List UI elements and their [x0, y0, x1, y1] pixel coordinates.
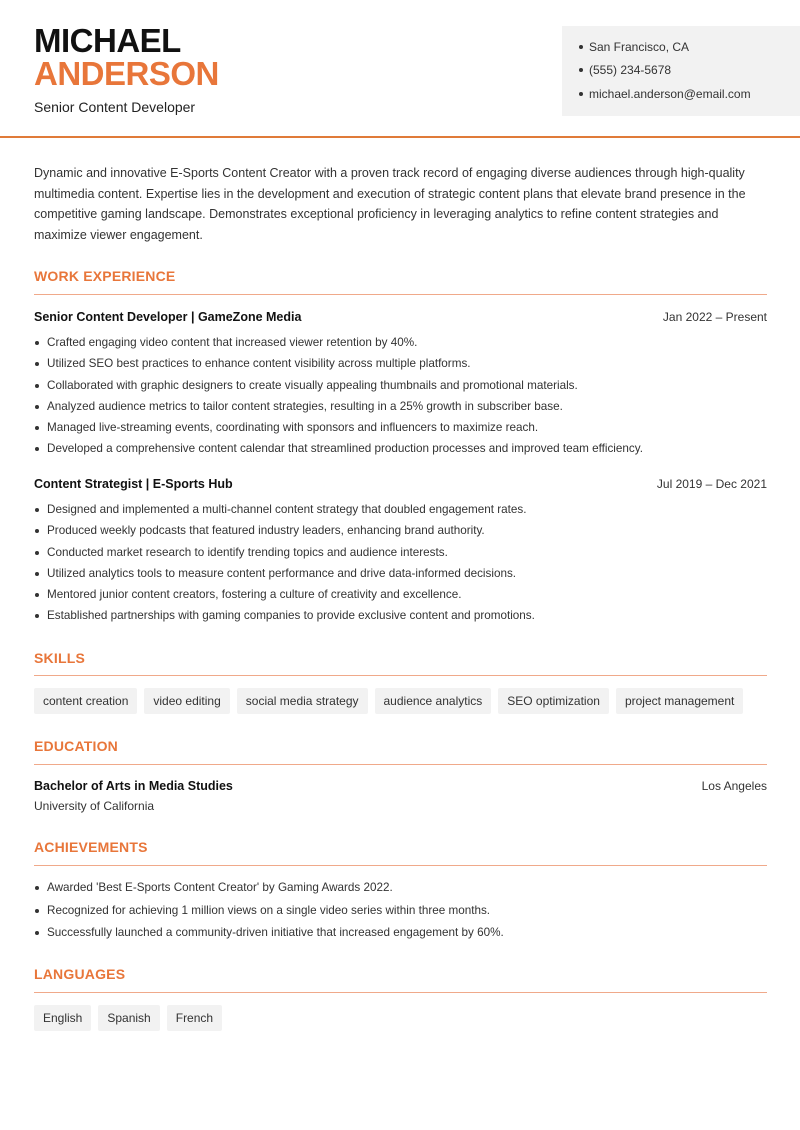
- bullet-icon: [579, 68, 583, 72]
- list-item: Utilized analytics tools to measure content performance and drive data-informed decisions.: [34, 563, 535, 584]
- achievements-heading: ACHIEVEMENTS: [34, 839, 148, 855]
- resume-header: [0, 0, 800, 138]
- skills-chips: [34, 688, 743, 714]
- work-experience-heading: WORK EXPERIENCE: [34, 268, 176, 284]
- job-1-dates: Jan 2022 – Present: [662, 310, 767, 324]
- contact-location: [579, 40, 689, 54]
- location-text: San Francisco, CA: [589, 40, 690, 54]
- list-item: Conducted market research to identify trending topics and audience interests.: [34, 542, 535, 563]
- education-degree: Bachelor of Arts in Media Studies: [34, 779, 233, 793]
- bullet-icon: [579, 45, 583, 49]
- skills-heading: SKILLS: [34, 650, 85, 666]
- language-chip: French: [167, 1005, 222, 1031]
- job-2-bullets: [34, 499, 535, 627]
- skill-chip: project management: [616, 688, 743, 714]
- contact-phone: [579, 63, 671, 77]
- language-chip: English: [34, 1005, 91, 1031]
- section-divider: [34, 764, 767, 765]
- education-location: Los Angeles: [701, 779, 767, 793]
- email-link[interactable]: michael.anderson@email.com: [589, 87, 751, 101]
- job-2-title: Content Strategist | E-Sports Hub: [34, 477, 233, 491]
- last-name: ANDERSON: [34, 55, 219, 92]
- phone-text: (555) 234-5678: [589, 63, 672, 77]
- list-item: Designed and implemented a multi-channel content strategy that doubled engagement rates.: [34, 499, 535, 520]
- contact-box: [562, 26, 800, 116]
- contact-email[interactable]: [579, 87, 751, 101]
- list-item: Mentored junior content creators, fostering a culture of creativity and excellence.: [34, 584, 535, 605]
- skill-chip: content creation: [34, 688, 137, 714]
- list-item: Managed live-streaming events, coordinating with sponsors and influencers to maximize reach.: [34, 417, 643, 438]
- list-item: Analyzed audience metrics to tailor content strategies, resulting in a 25% growth in subscriber base.: [34, 396, 643, 417]
- achievements-bullets: [34, 877, 504, 945]
- skill-chip: video editing: [144, 688, 229, 714]
- skill-chip: SEO optimization: [498, 688, 609, 714]
- job-title-heading: Senior Content Developer: [34, 99, 196, 115]
- education-school: University of California: [34, 799, 155, 813]
- first-name: MICHAEL: [34, 22, 181, 59]
- summary-paragraph: Dynamic and innovative E-Sports Content Creator with a proven track record of engaging diverse audiences through high-quality multimedia content. Expertise lies in the development and execution of strategic content plans that elevate brand presence in the competitive gaming landscape. Demonstrates exceptional proficiency in leveraging analytics to refine content strategies and maximize viewer engagement.: [34, 166, 746, 243]
- bullet-icon: [579, 92, 583, 96]
- skill-chip: social media strategy: [237, 688, 368, 714]
- list-item: Established partnerships with gaming companies to provide exclusive content and promotions.: [34, 605, 535, 626]
- list-item: Utilized SEO best practices to enhance content visibility across multiple platforms.: [34, 353, 643, 374]
- list-item: Collaborated with graphic designers to create visually appealing thumbnails and promotional materials.: [34, 375, 643, 396]
- list-item: Successfully launched a community-driven initiative that increased engagement by 60%.: [34, 922, 504, 945]
- section-divider: [34, 294, 767, 295]
- list-item: Developed a comprehensive content calendar that streamlined production processes and improved team efficiency.: [34, 438, 643, 459]
- list-item: Crafted engaging video content that increased viewer retention by 40%.: [34, 332, 643, 353]
- section-divider: [34, 865, 767, 866]
- job-1-bullets: [34, 332, 643, 460]
- language-chip: Spanish: [98, 1005, 159, 1031]
- education-heading: EDUCATION: [34, 738, 118, 754]
- job-1-title: Senior Content Developer | GameZone Media: [34, 310, 302, 324]
- section-divider: [34, 992, 767, 993]
- list-item: Recognized for achieving 1 million views on a single video series within three months.: [34, 900, 504, 923]
- section-divider: [34, 675, 767, 676]
- list-item: Produced weekly podcasts that featured industry leaders, enhancing brand authority.: [34, 520, 535, 541]
- languages-heading: LANGUAGES: [34, 966, 126, 982]
- job-2-dates: Jul 2019 – Dec 2021: [656, 477, 767, 491]
- languages-chips: [34, 1005, 222, 1031]
- list-item: Awarded 'Best E-Sports Content Creator' by Gaming Awards 2022.: [34, 877, 504, 900]
- skill-chip: audience analytics: [375, 688, 492, 714]
